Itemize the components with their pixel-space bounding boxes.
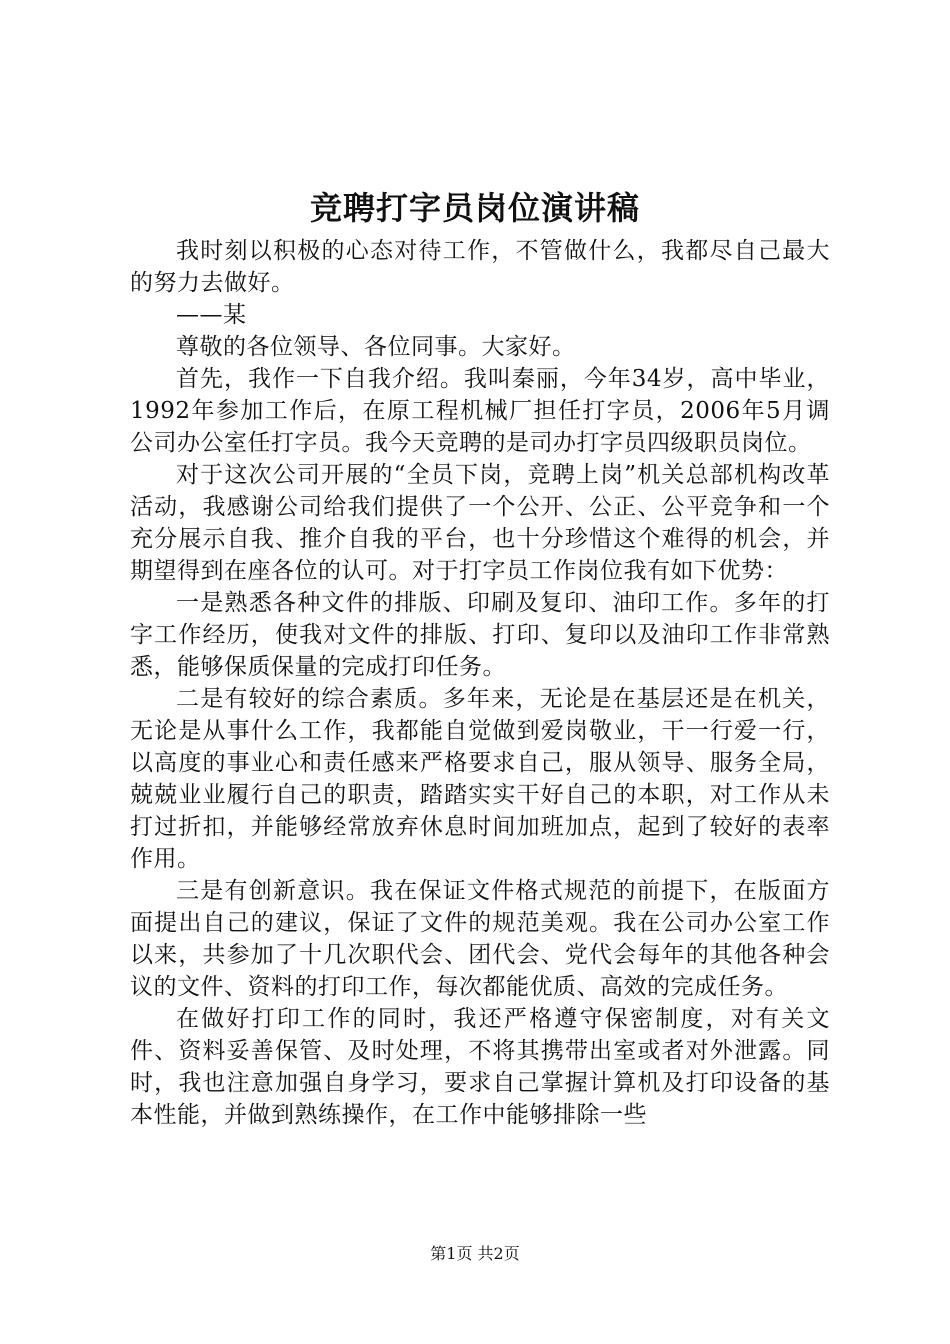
document-body: [130, 235, 830, 1131]
paragraph-advantage-two: 二是有较好的综合素质。多年来，无论是在基层还是在机关，无论是从事什么工作，我都能自觉做到爱岗敬业，干一行爱一行，以高度的事业心和责任感来严格要求自己，服从领导、服务全局，兢兢业业履行自己的职责，踏踏实实干好自己的本职，对工作从未打过折扣，并能够经常放弃休息时间加班加点，起到了较好的表率作用。: [130, 686, 830, 872]
paragraph-greeting: 尊敬的各位领导、各位同事。大家好。: [176, 334, 576, 360]
paragraph-advantage-one: 一是熟悉各种文件的排版、印刷及复印、油印工作。多年的打字工作经历，使我对文件的排版、打印、复印以及油印工作非常熟悉，能够保质保量的完成打印任务。: [130, 590, 830, 680]
page-footer: 第1页 共2页: [430, 1244, 520, 1263]
paragraph-gratitude: 对于这次公司开展的“全员下岗，竞聘上岗”机关总部机构改革活动，我感谢公司给我们提供了一个公开、公正、公平竞争和一个充分展示自我、推介自我的平台，也十分珍惜这个难得的机会，并期望得到在座各位的认可。对于打字员工作岗位我有如下优势：: [130, 462, 830, 584]
paragraph-attribution: ——某: [176, 302, 247, 328]
paragraph-self-introduction: 首先，我作一下自我介绍。我叫秦丽，今年34岁，高中毕业，1992年参加工作后，在原工程机械厂担任打字员，2006年5月调公司办公室任打字员。我今天竞聘的是司办打字员四级职员岗位。: [130, 366, 830, 456]
document-title: 竞聘打字员岗位演讲稿: [309, 189, 640, 227]
paragraph-intro-quote: 我时刻以积极的心态对待工作，不管做什么，我都尽自己最大的努力去做好。: [130, 238, 830, 296]
paragraph-confidentiality: 在做好打印工作的同时，我还严格遵守保密制度，对有关文件、资料妥善保管、及时处理，不将其携带出室或者对外泄露。同时，我也注意加强自身学习，要求自己掌握计算机及打印设备的基本性能，并做到熟练操作，在工作中能够排除一些: [130, 1006, 830, 1128]
paragraph-advantage-three: 三是有创新意识。我在保证文件格式规范的前提下，在版面方面提出自己的建议，保证了文件的规范美观。我在公司办公室工作以来，共参加了十几次职代会、团代会、党代会每年的其他各种会议的文件、资料的打印工作，每次都能优质、高效的完成任务。: [130, 878, 830, 1000]
